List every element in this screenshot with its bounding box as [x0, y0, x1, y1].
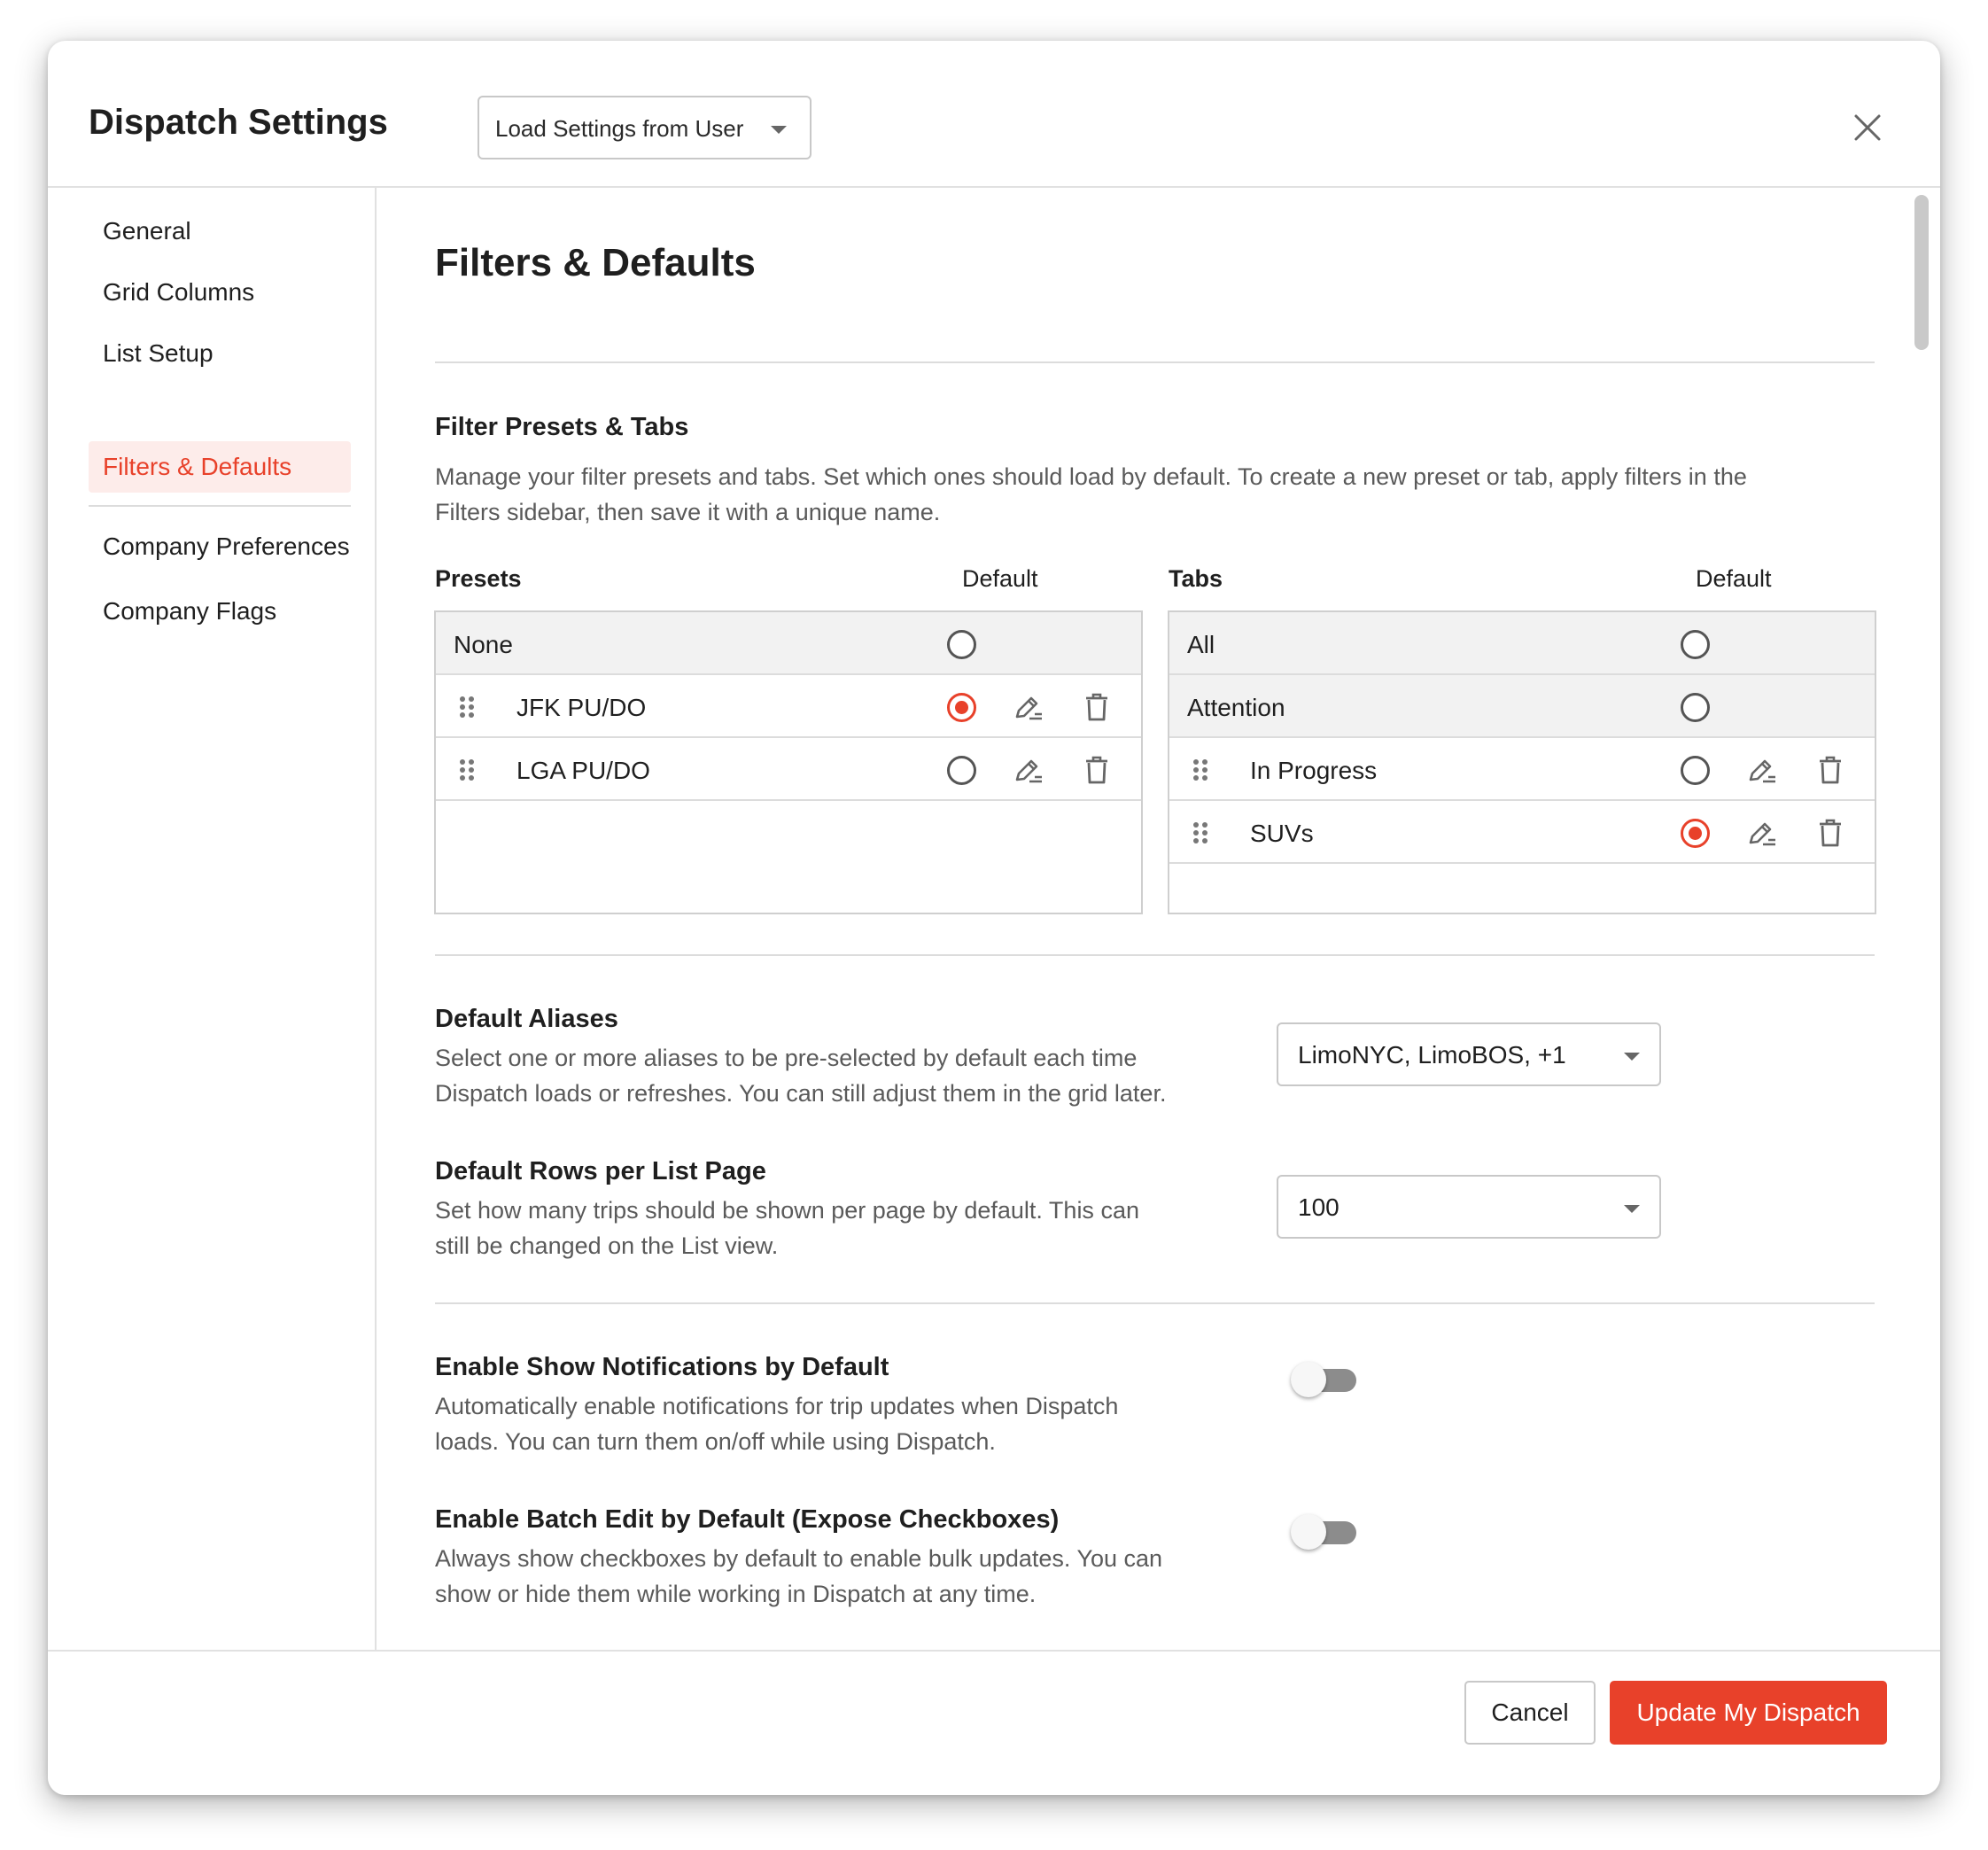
presets-column-label: Presets: [435, 565, 522, 592]
page-title: Filters & Defaults: [435, 241, 756, 284]
rows-per-page-description-line: Set how many trips should be shown per page by default. This can: [435, 1197, 1139, 1224]
chevron-down-icon: [1624, 1053, 1640, 1061]
chevron-down-icon: [1624, 1205, 1640, 1213]
default-radio[interactable]: [1681, 693, 1710, 722]
sidebar-item-grid-columns[interactable]: Grid Columns: [103, 278, 255, 306]
notifications-description-line: loads. You can turn them on/off while using Dispatch.: [435, 1428, 996, 1455]
load-settings-select[interactable]: [478, 96, 812, 159]
section-divider: [435, 954, 1875, 956]
default-radio[interactable]: [1681, 756, 1710, 785]
default-aliases-description-line: Select one or more aliases to be pre-selected by default each time: [435, 1045, 1138, 1071]
sidebar-item-company-flags[interactable]: Company Flags: [103, 597, 277, 625]
presets-default-column-label: Default: [962, 565, 1038, 592]
rows-per-page-select[interactable]: [1277, 1175, 1661, 1239]
tab-label: Attention: [1187, 694, 1285, 721]
settings-sidebar: [48, 188, 377, 1650]
sidebar-item-list-setup[interactable]: List Setup: [103, 339, 214, 367]
filter-presets-description-line: Filters sidebar, then save it with a unique name.: [435, 499, 941, 525]
default-aliases-description: [435, 1040, 1166, 1111]
batch-edit-description-line: Always show checkboxes by default to enable bulk updates. You can: [435, 1545, 1163, 1572]
dialog-footer: [48, 1650, 1940, 1795]
default-radio-selected[interactable]: [947, 693, 976, 722]
rows-per-page-title: Default Rows per List Page: [435, 1157, 766, 1185]
dialog-header: [48, 41, 1940, 188]
update-my-dispatch-button[interactable]: Update My Dispatch: [1610, 1681, 1887, 1745]
preset-label: LGA PU/DO: [516, 757, 650, 784]
batch-edit-title: Enable Batch Edit by Default (Expose Checkboxes): [435, 1505, 1060, 1534]
tab-row[interactable]: [1169, 801, 1875, 864]
trash-icon[interactable]: [1084, 693, 1109, 721]
tab-label: SUVs: [1250, 820, 1314, 847]
rows-per-page-description: [435, 1193, 1139, 1263]
filter-presets-title: Filter Presets & Tabs: [435, 413, 689, 441]
notifications-description: [435, 1388, 1118, 1459]
rows-per-page-value: 100: [1298, 1193, 1340, 1221]
sidebar-item-company-preferences[interactable]: Company Preferences: [103, 532, 350, 560]
tab-row[interactable]: [1169, 738, 1875, 801]
trash-icon[interactable]: [1818, 819, 1843, 847]
default-aliases-title: Default Aliases: [435, 1005, 618, 1033]
drag-handle-icon[interactable]: [1192, 758, 1208, 781]
edit-icon[interactable]: [1013, 694, 1044, 722]
load-settings-value: Load Settings from User: [495, 115, 744, 142]
preset-row[interactable]: [436, 738, 1141, 801]
cancel-button[interactable]: Cancel: [1464, 1681, 1596, 1745]
tabs-default-column-label: Default: [1696, 565, 1772, 592]
tabs-column-label: Tabs: [1169, 565, 1223, 592]
edit-icon[interactable]: [1747, 757, 1777, 785]
settings-main-panel: [378, 188, 1940, 1650]
default-radio-selected[interactable]: [1681, 819, 1710, 848]
default-radio[interactable]: [947, 630, 976, 659]
presets-table: [434, 610, 1143, 914]
rows-per-page-description-line: still be changed on the List view.: [435, 1232, 779, 1259]
chevron-down-icon: [771, 126, 787, 134]
trash-icon[interactable]: [1084, 756, 1109, 784]
drag-handle-icon[interactable]: [459, 696, 475, 719]
default-aliases-select[interactable]: [1277, 1022, 1661, 1086]
sidebar-item-filters-defaults[interactable]: Filters & Defaults: [89, 441, 351, 493]
tab-row-all[interactable]: [1169, 612, 1875, 675]
preset-row-none[interactable]: [436, 612, 1141, 675]
edit-icon[interactable]: [1747, 820, 1777, 848]
batch-edit-description: [435, 1541, 1162, 1612]
tabs-table: [1168, 610, 1876, 914]
section-divider: [435, 361, 1875, 363]
tab-label: In Progress: [1250, 757, 1378, 784]
close-icon[interactable]: [1852, 112, 1883, 144]
drag-handle-icon[interactable]: [459, 758, 475, 781]
filter-presets-description-line: Manage your filter presets and tabs. Set which ones should load by default. To create a new preset or tab, apply filters in the: [435, 463, 1747, 490]
notifications-toggle[interactable]: [1291, 1359, 1358, 1400]
filter-presets-description: [435, 459, 1747, 530]
notifications-title: Enable Show Notifications by Default: [435, 1353, 889, 1381]
section-divider: [435, 1302, 1875, 1304]
preset-label: None: [454, 631, 513, 658]
preset-label: JFK PU/DO: [516, 694, 647, 721]
sidebar-item-general[interactable]: General: [103, 217, 191, 245]
batch-edit-description-line: show or hide them while working in Dispatch at any time.: [435, 1581, 1037, 1607]
default-radio[interactable]: [947, 756, 976, 785]
dialog-title: Dispatch Settings: [89, 103, 388, 142]
preset-row[interactable]: [436, 675, 1141, 738]
default-radio[interactable]: [1681, 630, 1710, 659]
batch-edit-toggle[interactable]: [1291, 1512, 1358, 1552]
drag-handle-icon[interactable]: [1192, 821, 1208, 844]
toggle-knob: [1291, 1514, 1326, 1550]
tab-label: All: [1187, 631, 1215, 658]
notifications-description-line: Automatically enable notifications for trip updates when Dispatch: [435, 1393, 1119, 1419]
scrollbar-thumb[interactable]: [1914, 195, 1929, 350]
dispatch-settings-dialog: [48, 41, 1940, 1795]
edit-icon[interactable]: [1013, 757, 1044, 785]
default-aliases-value: LimoNYC, LimoBOS, +1: [1298, 1041, 1566, 1069]
trash-icon[interactable]: [1818, 756, 1843, 784]
default-aliases-description-line: Dispatch loads or refreshes. You can still adjust them in the grid later.: [435, 1080, 1167, 1107]
tab-row-attention[interactable]: [1169, 675, 1875, 738]
toggle-knob: [1291, 1362, 1326, 1397]
sidebar-divider: [89, 505, 351, 507]
